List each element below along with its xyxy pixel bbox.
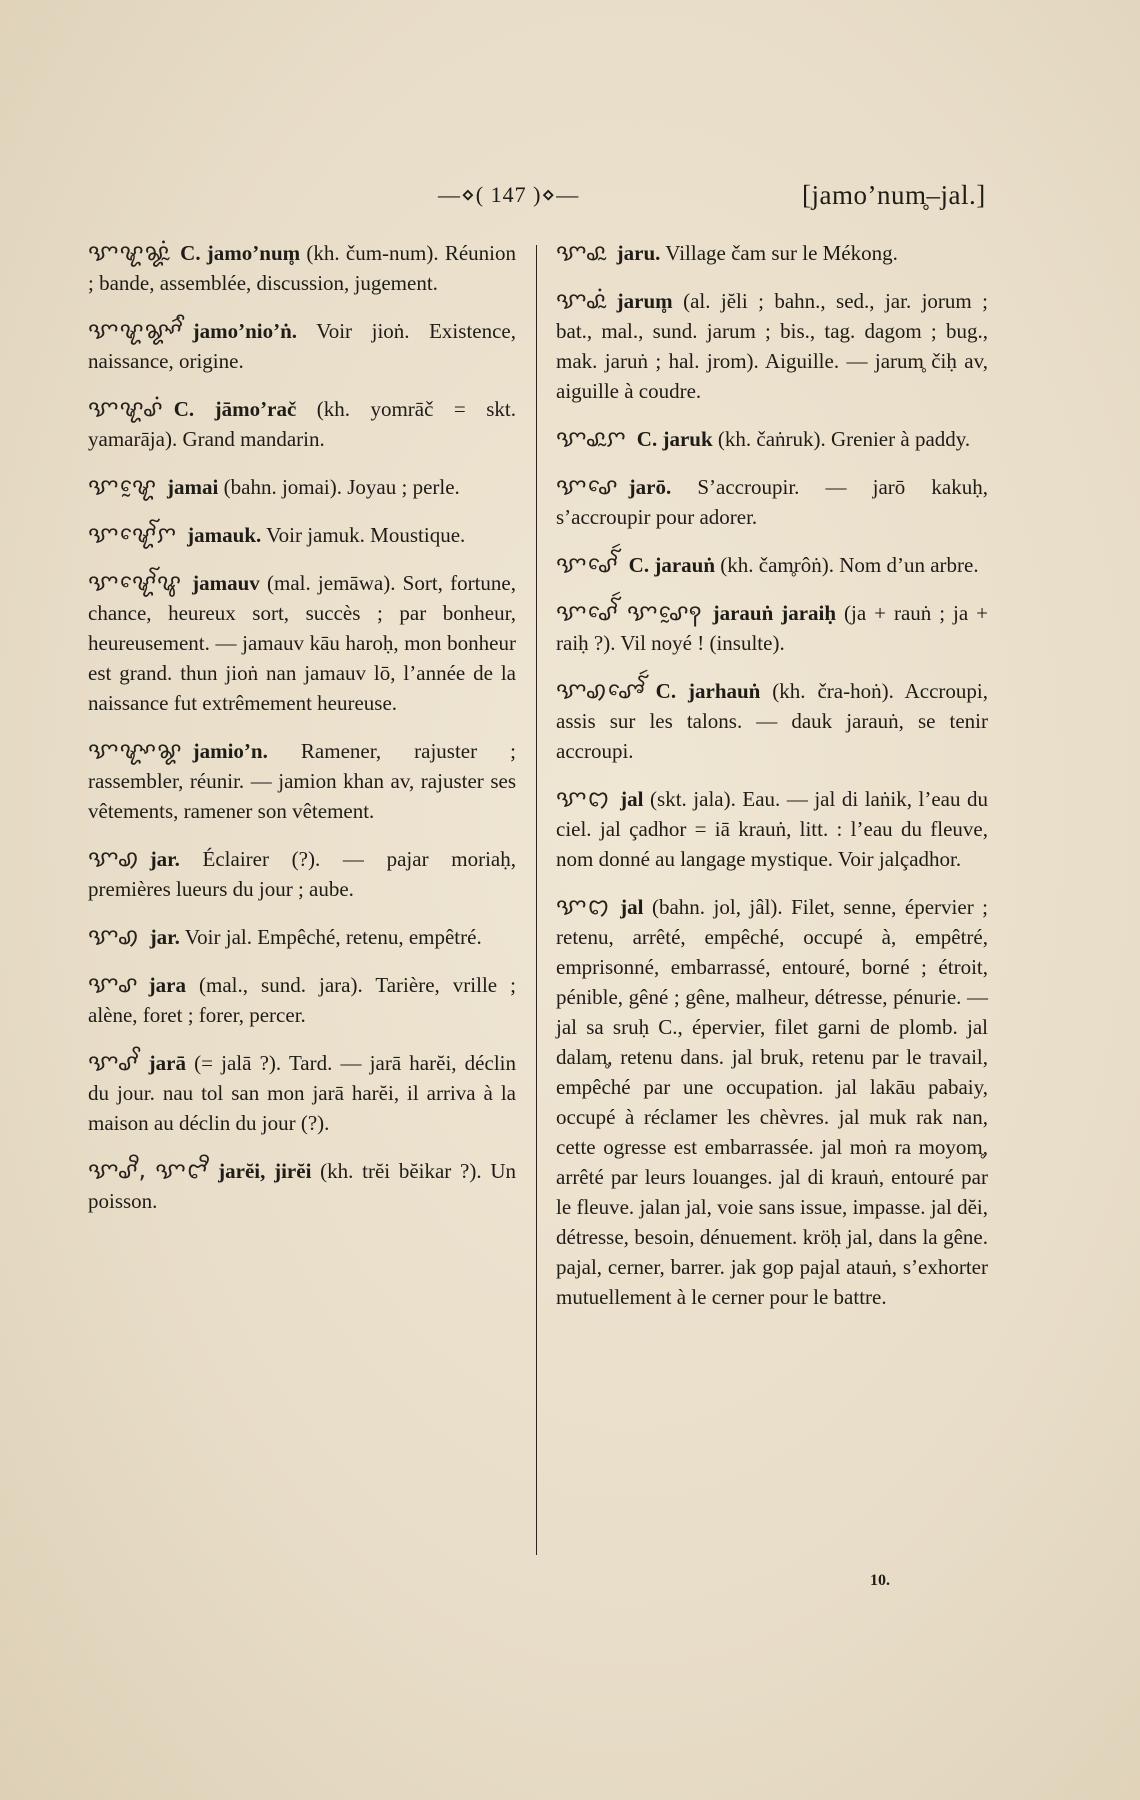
- entry-definition: (al. jĕli ; bahn., sed., jar. jorum ; bat., mal., sund. jarum ; bis., tag. dagom ; bug., mak. jaruṅ ; hal. jrom). Aiguille. — jarum̥ čiḥ av, aiguille à coudre.: [556, 289, 988, 403]
- cham-script-word: ꨎꩉꨨꨯꨱꩃ: [556, 678, 646, 704]
- page-header-number: —⋄( 147 )⋄—: [438, 182, 580, 207]
- cham-script-word: ꨎꩉ: [88, 846, 140, 872]
- entry-definition: Voir jal. Empêché, retenu, empêtré.: [179, 925, 482, 949]
- cham-script-word: ꨎꨣꨯꨱꩃ ꨎꨣꨰꩍ: [556, 600, 703, 626]
- entry-definition: (= jalā ?). Tard. — jarā harĕi, déclin du jour. nau tol san mon jarā harĕi, il arriva à la maison au déclin du jour (?).: [88, 1051, 516, 1135]
- entry-definition: (kh. čam̥rôṅ). Nom d’un arbre.: [715, 553, 979, 577]
- entry-definition: Éclairer (?). — pajar moriaḥ, premières lueurs du jour ; aube.: [88, 847, 516, 901]
- cham-script-word: ꨎꨣꨭꩌ: [556, 288, 607, 314]
- cham-script-word: ꨎꨠꨘꨭꩌ: [88, 240, 171, 266]
- entry-headword: jarum̥: [616, 289, 673, 313]
- entry-definition: Village čam sur le Mékong.: [660, 241, 898, 265]
- cham-script-word: ꨎꨣ: [88, 972, 139, 998]
- cham-script-word: ꨎꨣꨭꨆ: [556, 426, 627, 452]
- entry-headword: jarō.: [628, 475, 672, 499]
- entry-headword: jamio’n.: [192, 739, 268, 763]
- entry-headword: C. jarauṅ: [628, 553, 715, 577]
- dictionary-entry: [556, 550, 988, 580]
- entry-headword: jaru.: [616, 241, 661, 265]
- dictionary-entry: [556, 238, 988, 268]
- entry-definition: (kh. čum-num). Réunion ; bande, assemblée, discussion, jugement.: [88, 241, 517, 295]
- cham-script-word: ꨎꨠꨣꩌ: [88, 396, 164, 422]
- page-signature: 10.: [870, 1572, 890, 1589]
- cham-script-word: ꨎꨣꨩ: [88, 1050, 139, 1076]
- entry-headword: jarĕi, jirĕi: [218, 1159, 312, 1183]
- cham-script-word: ꨎꩉ: [88, 924, 140, 950]
- entry-definition: (ja + rauṅ ; ja + raiḥ ?). Vil noyé ! (insulte).: [556, 601, 989, 655]
- dictionary-entry: [88, 520, 516, 550]
- cham-script-word: ꨎꨣꨭ: [556, 240, 607, 266]
- entry-headword: jamauv: [192, 571, 260, 595]
- cham-script-word: ꨎꨣꨪ, ꨎꨤꨪ: [88, 1158, 209, 1184]
- dictionary-entry: [556, 286, 988, 406]
- entry-headword: jamauk.: [187, 523, 262, 547]
- cham-script-word: ꨎꩊ: [556, 894, 611, 920]
- entry-definition: (mal. jemāwa). Sort, fortune, chance, heureux sort, succès ; par bonheur, heureusement. — jamauv kāu haroḥ, mon bonheur est grand. thun jioṅ nan jamauv lō, l’année de la naissance fut extrêmement heureuse.: [88, 571, 516, 715]
- dictionary-entry: [88, 970, 516, 1030]
- entry-headword: jar.: [149, 847, 180, 871]
- dictionary-entry: [556, 598, 988, 658]
- entry-headword: jarauṅ jaraiḥ: [712, 601, 837, 625]
- entry-headword: jarā: [148, 1051, 186, 1075]
- column-divider: [536, 245, 537, 1555]
- entry-headword: jara: [148, 973, 186, 997]
- cham-script-word: ꨎꨠꨯꨱꨥ: [88, 570, 183, 596]
- entry-headword: jamai: [167, 475, 219, 499]
- cham-script-word: ꨎꨣꨯꨱꩃ: [556, 552, 619, 578]
- dictionary-entry: [88, 568, 516, 718]
- entry-headword: C. jamo’num̥: [180, 241, 301, 265]
- left-column: [88, 238, 516, 1234]
- entry-headword: C. jaruk: [636, 427, 713, 451]
- dictionary-entry: [88, 844, 516, 904]
- entry-definition: (kh. čaṅruk). Grenier à paddy.: [712, 427, 971, 451]
- cham-script-word: ꨎꨠꨘꨳꨩꩃ: [88, 318, 183, 344]
- entry-definition: S’accroupir. — jarō kakuḥ, s’accroupir pour adorer.: [556, 475, 988, 529]
- entry-definition: (mal., sund. jara). Tarière, vrille ; alène, foret ; forer, percer.: [88, 973, 516, 1027]
- entry-headword: jal: [620, 787, 644, 811]
- dictionary-entry: [88, 1048, 516, 1138]
- page-header-range: [jamo’num̥–jal.]: [802, 180, 986, 210]
- cham-script-word: ꨎꨠꨳꨘ: [88, 738, 183, 764]
- entry-headword: jamo’nio’ṅ.: [192, 319, 298, 343]
- cham-script-word: ꨎꩊ: [556, 786, 611, 812]
- entry-definition: Voir jamuk. Moustique.: [261, 523, 466, 547]
- dictionary-entry: [556, 472, 988, 532]
- entry-headword: jal: [620, 895, 644, 919]
- entry-definition: (kh. čra-hoṅ). Accroupi, assis sur les talons. — dauk jarauṅ, se tenir accroupi.: [556, 679, 988, 763]
- dictionary-entry: [556, 424, 988, 454]
- dictionary-entry: [88, 922, 516, 952]
- cham-script-word: ꨎꨠꨯꨱꨆ: [88, 522, 178, 548]
- dictionary-entry: [88, 394, 516, 454]
- dictionary-entry: [88, 1156, 516, 1216]
- entry-definition: (bahn. jol, jâl). Filet, senne, épervier ; retenu, arrêté, empêché, occupé à, empêtré, emprisonné, embarrassé, entouré, borné ; étroit, pénible, gêné ; gêne, malheur, détresse, pénurie. — jal sa sruḥ C., épervier, filet garni de plomb. jal dalam̥, retenu dans. jal bruk, retenu par le travail, empêché par une occupation. jal lakāu pabaiy, occupé à réclamer les chèvres. jal muk rak nan, cette ogresse est embarrassée. jal moṅ ra moyom̥, arrêté par leurs louanges. jal di krauṅ, entouré par le fleuve. jalan jal, voie sans issue, impasse. jal dĕi, détresse, besoin, dénuement. kröḥ jal, dans la gêne. pajal, cerner, barrer. jak gop pajal atauṅ, s’exhorter mutuellement à le cerner pour le battre.: [556, 895, 988, 1309]
- dictionary-entry: [88, 472, 516, 502]
- entry-definition: (kh. trĕi bĕikar ?). Un poisson.: [88, 1159, 516, 1213]
- entry-definition: Voir jioṅ. Existence, naissance, origine.: [88, 319, 516, 373]
- entry-headword: C. jāmo’rač: [173, 397, 297, 421]
- dictionary-entry: [556, 892, 988, 1312]
- entry-definition: (kh. yomrāč = skt. yamarāja). Grand mandarin.: [88, 397, 516, 451]
- entry-definition: (bahn. jomai). Joyau ; perle.: [218, 475, 460, 499]
- dictionary-entry: [88, 238, 516, 298]
- entry-headword: C. jarhauṅ: [655, 679, 761, 703]
- dictionary-entry: [556, 784, 988, 874]
- dictionary-entry: [88, 736, 516, 826]
- entry-definition: (skt. jala). Eau. — jal di laṅik, l’eau du ciel. jal çadhor = iā krauṅ, litt. : l’eau du fleuve, nom donné au langage mystique. Voir jalçadhor.: [556, 787, 988, 871]
- dictionary-entry: [88, 316, 516, 376]
- entry-headword: jar.: [149, 925, 180, 949]
- dictionary-entry: [556, 676, 988, 766]
- cham-script-word: ꨎꨠꨰ: [88, 474, 158, 500]
- entry-definition: Ramener, rajuster ; rassembler, réunir. — jamion khan av, rajuster ses vêtements, ramener son vêtement.: [88, 739, 516, 823]
- cham-script-word: ꨎꨣꨯ: [556, 474, 619, 500]
- right-column: [556, 238, 988, 1330]
